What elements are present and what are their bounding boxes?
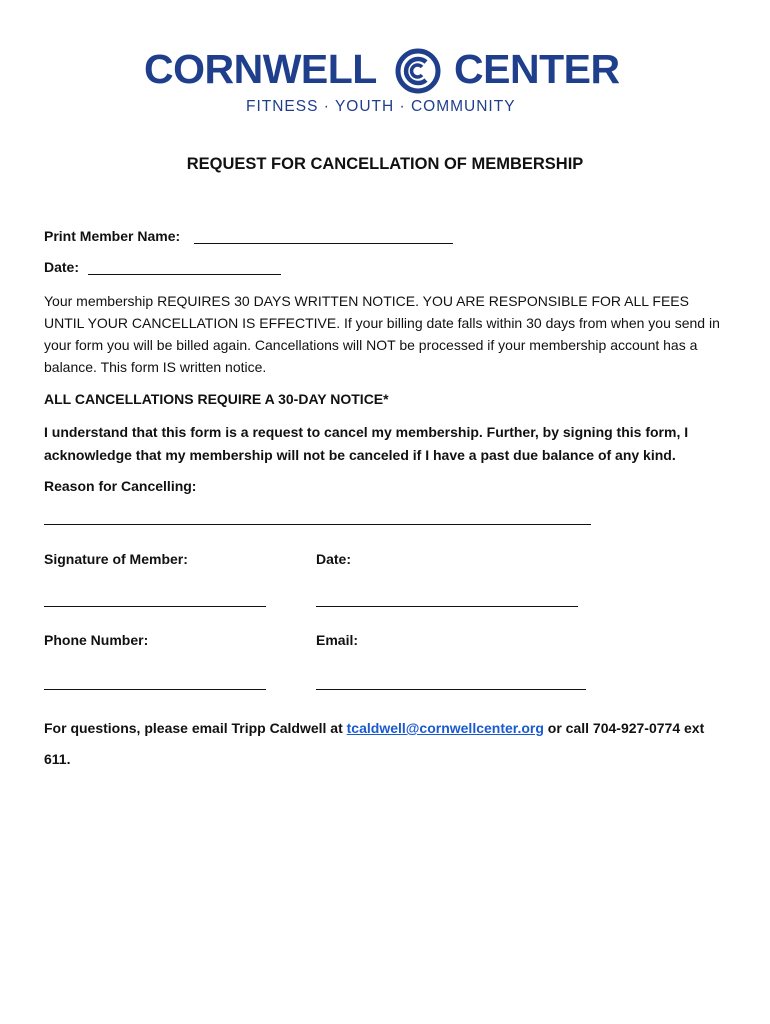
logo-c-emblem-icon bbox=[395, 48, 441, 94]
email-field[interactable] bbox=[316, 689, 586, 690]
signature-date-label: Date: bbox=[316, 551, 352, 567]
member-name-label: Print Member Name: bbox=[44, 228, 181, 244]
reason-label: Reason for Cancelling: bbox=[44, 478, 197, 494]
notice-paragraph: Your membership REQUIRES 30 DAYS WRITTEN NOTICE. YOU ARE RESPONSIBLE FOR ALL FEES UNTIL YOUR CANCELLATION IS EFFECTIVE. If your billing date falls within 30 days from when you send in your form you will be billed again. Cancellations will NOT be processed if your membership account has a balance. This form IS written notice. bbox=[44, 293, 720, 375]
logo-text-cornwell: CORNWELL bbox=[144, 46, 377, 92]
contact-email-link[interactable]: tcaldwell@cornwellcenter.org bbox=[346, 720, 544, 736]
signature-field[interactable] bbox=[44, 606, 266, 607]
email-label: Email: bbox=[316, 632, 359, 648]
member-name-field[interactable] bbox=[194, 243, 453, 244]
phone-label: Phone Number: bbox=[44, 632, 149, 648]
date-field[interactable] bbox=[88, 274, 281, 275]
contact-prefix: For questions, please email Tripp Caldwell at bbox=[44, 720, 347, 736]
contact-info bbox=[44, 713, 734, 775]
contact-suffix: or call 704-927-0774 ext 611. bbox=[44, 720, 705, 767]
phone-field[interactable] bbox=[44, 689, 266, 690]
logo-text-center: CENTER bbox=[454, 46, 620, 92]
signature-date-field[interactable] bbox=[316, 606, 578, 607]
cornwell-center-logo bbox=[142, 44, 627, 120]
date-label: Date: bbox=[44, 259, 80, 275]
notice-heading: ALL CANCELLATIONS REQUIRE A 30-DAY NOTICE* bbox=[44, 391, 389, 407]
logo-tagline: FITNESS · YOUTH · COMMUNITY bbox=[246, 98, 516, 115]
form-title: REQUEST FOR CANCELLATION OF MEMBERSHIP bbox=[186, 155, 584, 173]
acknowledgement-text: I understand that this form is a request to cancel my membership. Further, by signing this form, I acknowledge that my membership will not be canceled if I have a past due balance of any kind. bbox=[44, 424, 689, 463]
signature-label: Signature of Member: bbox=[44, 551, 188, 567]
reason-field[interactable] bbox=[44, 524, 591, 525]
